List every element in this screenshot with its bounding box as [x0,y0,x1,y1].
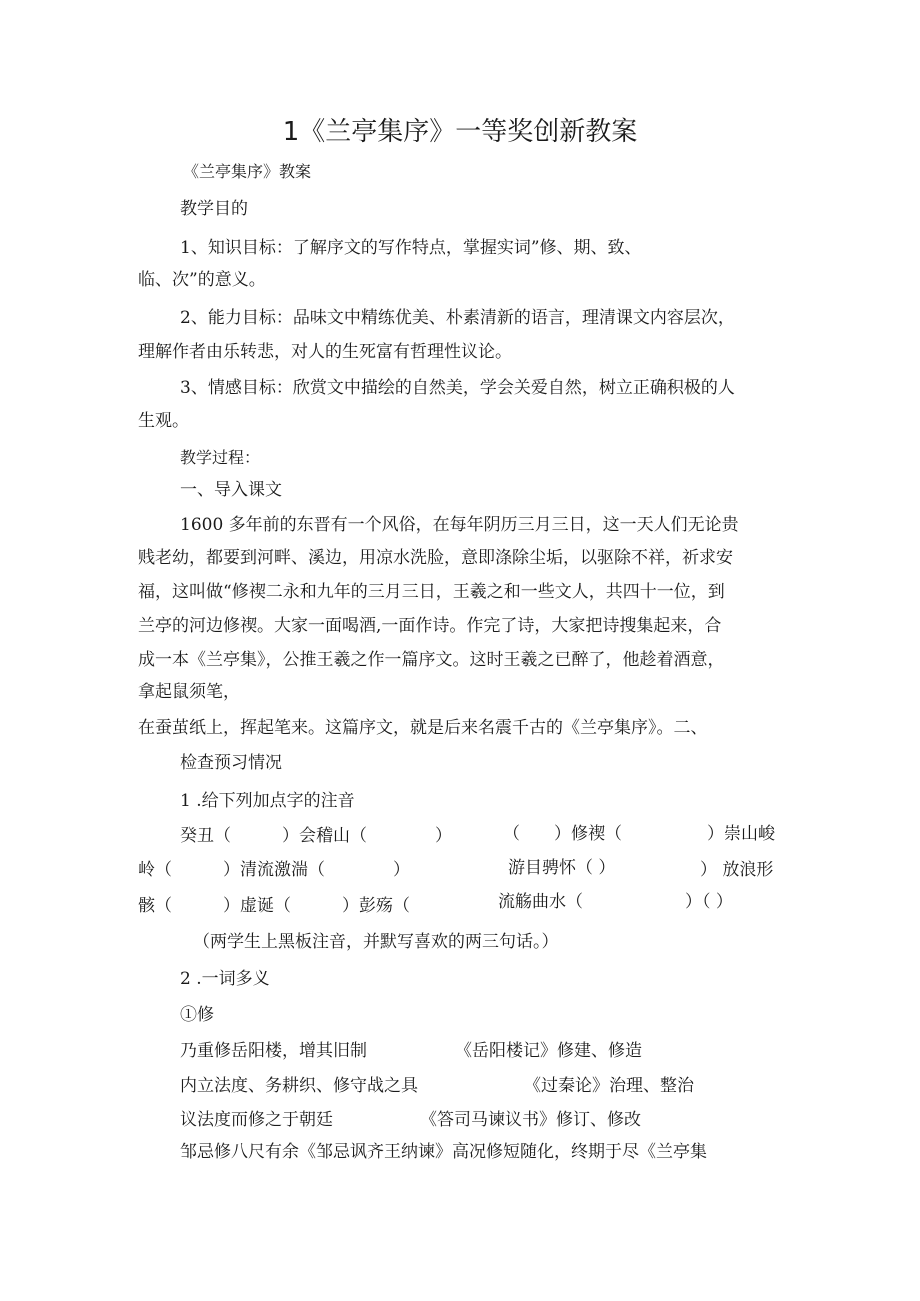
example-1-source: 《岳阳楼记》修建、修造 [455,1041,642,1061]
objective-2-line-2: 理解作者由乐转悲，对人的生死富有哲理性议论。 [138,342,512,362]
intro-line-7: 在蚕茧纸上，挥起笔来。这篇序文，就是后来名震千古的《兰亭集序》。二、 [138,718,708,738]
pinyin-row-3a: 骸（ ）虚诞（ ）彭殇（ [138,896,410,916]
question-1: 1 .给下列加点字的注音 [180,791,355,811]
pinyin-row-1a: 癸丑（ ）会稽山（ ） [180,826,452,846]
section-2-heading: 检查预习情况 [180,753,282,773]
section-1-heading: 一、导入课文 [180,480,282,500]
objective-3-line-2: 生观。 [138,411,189,431]
example-2-source: 《过秦论》治理、整治 [524,1076,694,1096]
intro-line-2: 贱老幼，都要到河畔、溪边，用凉水洗脸，意即涤除尘垢，以驱除不祥，祈求安 [138,548,733,568]
blackboard-note: （两学生上黑板注音，并默写喜欢的两三句话。） [193,932,559,952]
document-title: 1《兰亭集序》一等奖创新教案 [282,117,638,147]
objective-1-line-1: 1、知识目标：了解序文的写作特点，掌握实词”修、期、致、 [180,238,642,258]
pinyin-row-2c: ） 放浪形 [700,860,774,880]
word-heading-xiu: ①修 [180,1005,214,1025]
intro-line-4: 兰亭的河边修禊。大家一面喝酒,一面作诗。作完了诗，大家把诗搜集起来，合 [138,616,722,636]
pinyin-row-3b: 流觞曲水（ ）（ ） [498,892,733,912]
example-1-sentence: 乃重修岳阳楼，增其旧制 [180,1041,367,1061]
example-2-sentence: 内立法度、务耕织、修守战之具 [180,1076,418,1096]
objective-1-line-2: 临、次”的意义。 [138,270,266,290]
intro-line-5: 成一本《兰亭集》，公推王羲之作一篇序文。这时王羲之已醉了，他趁着酒意， [138,650,725,670]
pinyin-row-2b: 游目骋怀（ ） [508,858,616,878]
example-3-source: 《答司马谏议书》修订、修改 [420,1110,641,1130]
question-2: 2 .一词多义 [180,969,270,989]
objectives-heading: 教学目的 [180,199,248,219]
pinyin-row-1b: （ ）修禊（ ）崇山峻 [503,824,775,844]
example-4-line: 邹忌修八尺有余《邹忌讽齐王纳谏》高况修短随化，终期于尽《兰亭集 [180,1142,707,1162]
subtitle: 《兰亭集序》教案 [183,162,312,181]
process-heading: 教学过程： [180,448,261,467]
pinyin-row-2a: 岭（ ）清流激湍（ ） [138,860,410,880]
example-3-sentence: 议法度而修之于朝廷 [180,1110,333,1130]
objective-3-line-1: 3、情感目标：欣赏文中描绘的自然美，学会关爱自然，树立正确积极的人 [180,378,735,398]
intro-line-1: 1600 多年前的东晋有一个风俗，在每年阴历三月三日，这一天人们无论贵 [180,515,739,535]
intro-line-3: 福，这叫做“修禊二永和九年的三月三日，王羲之和一些文人，共四十一位，到 [138,582,725,602]
objective-2-line-1: 2、能力目标：品味文中精练优美、朴素清新的语言，理清课文内容层次， [180,308,735,328]
intro-line-6: 拿起鼠须笔， [138,682,240,702]
